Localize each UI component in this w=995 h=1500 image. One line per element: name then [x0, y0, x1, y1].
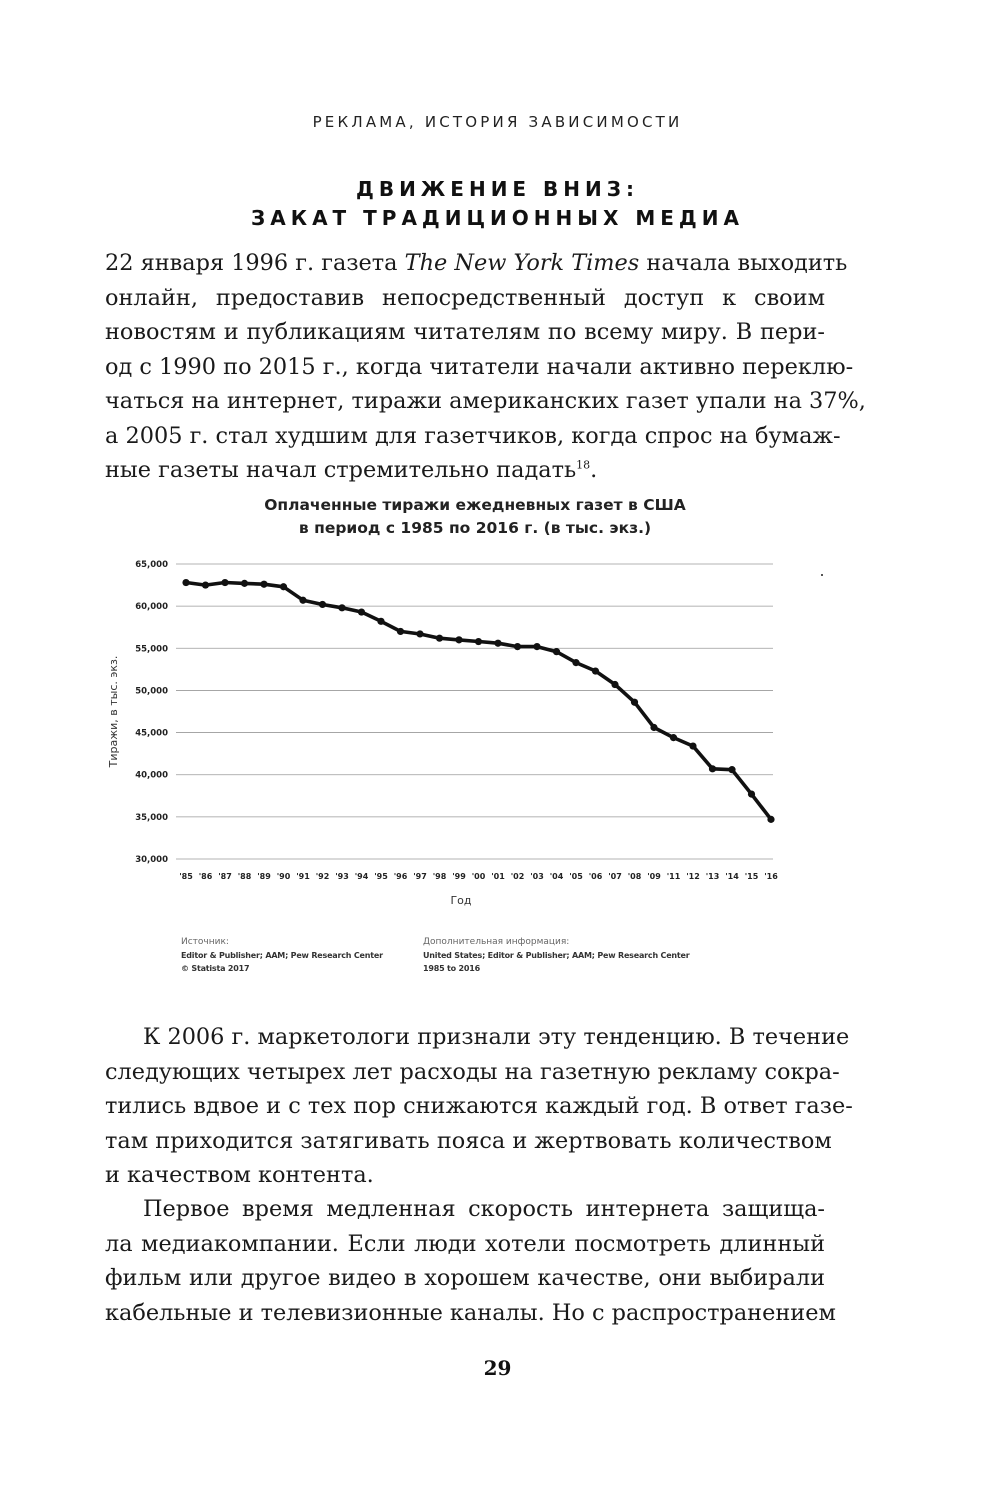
x-tick-label: '16	[764, 872, 778, 881]
chart-title-line1: Оплаченные тиражи ежедневных газет в США	[264, 496, 686, 514]
paragraph-2-line-1: К 2006 г. маркетологи признали эту тенденцию. В течение	[143, 1024, 850, 1050]
y-axis-label: Тиражи, в тыс. экз.	[107, 655, 120, 768]
chart-svg	[95, 494, 885, 994]
x-tick-label: '88	[237, 872, 252, 881]
series-points	[182, 579, 774, 823]
data-point	[553, 648, 560, 655]
text-fragment: .	[590, 457, 598, 483]
source-label: Источник:	[181, 937, 229, 947]
x-tick-labels	[179, 872, 778, 881]
y-tick-label: 50,000	[135, 686, 168, 697]
x-tick-label: '08	[627, 872, 642, 881]
paragraph-1-line-6: а 2005 г. стал худшим для газетчиков, когда спрос на бумаж-	[105, 422, 841, 449]
data-point	[475, 638, 482, 645]
x-tick-label: '15	[744, 872, 759, 881]
paragraph-3-line-1: Первое время медленная скорость интернета защища-	[143, 1196, 825, 1222]
y-tick-label: 55,000	[135, 644, 168, 655]
chart-title-line2: в период с 1985 по 2016 г. (в тыс. экз.)	[298, 519, 652, 537]
data-point	[709, 765, 716, 772]
page-number: 29	[483, 1356, 512, 1380]
data-point	[436, 635, 443, 642]
data-point	[319, 601, 326, 608]
data-point	[260, 581, 267, 588]
data-point	[689, 742, 696, 749]
info-label: Дополнительная информация:	[423, 937, 570, 947]
data-point	[221, 579, 228, 586]
x-tick-label: '87	[218, 872, 232, 881]
y-tick-label: 40,000	[135, 770, 168, 781]
x-tick-label: '86	[198, 872, 213, 881]
paragraph-1-line-7	[105, 453, 825, 488]
running-head: РЕКЛАМА, ИСТОРИЯ ЗАВИСИМОСТИ	[312, 113, 683, 131]
x-tick-label: '09	[647, 872, 661, 881]
y-tick-label: 65,000	[135, 560, 168, 570]
y-tick-label: 35,000	[135, 812, 168, 823]
paragraph-3-line-3: фильм или другое видео в хорошем качестве, они выбирали	[105, 1265, 825, 1291]
text-fragment: ные газеты начал стремительно падать	[105, 457, 577, 483]
data-point	[241, 580, 248, 587]
chart-figure	[95, 494, 885, 994]
x-tick-label: '07	[608, 872, 622, 881]
x-tick-label: '97	[413, 872, 427, 881]
paragraph-3-line-4: кабельные и телевизионные каналы. Но с распространением	[105, 1299, 836, 1326]
data-point	[202, 581, 209, 588]
x-tick-label: '01	[491, 872, 505, 881]
data-point	[748, 791, 755, 798]
chart-source	[181, 936, 383, 975]
data-point	[397, 628, 404, 635]
paragraph-1-line-5: чаться на интернет, тиражи американских газет упали на 37%,	[105, 388, 866, 414]
paragraph-1-line-4: од с 1990 по 2015 г., когда читатели начали активно переклю-	[105, 353, 854, 380]
x-tick-label: '90	[276, 872, 291, 881]
x-tick-label: '89	[257, 872, 271, 881]
y-tick-label: 60,000	[135, 602, 168, 613]
x-tick-label: '05	[569, 872, 583, 881]
x-tick-label: '04	[549, 872, 564, 881]
paragraph-1-line-1	[105, 246, 848, 281]
paragraph-3	[105, 1192, 836, 1330]
x-tick-label: '00	[471, 872, 486, 881]
data-point	[494, 640, 501, 647]
data-point	[416, 630, 423, 637]
x-tick-label: '98	[432, 872, 447, 881]
x-tick-label: '99	[452, 872, 466, 881]
info-line-1: United States; Editor & Publisher; AAM; Pew Research Center	[423, 951, 690, 960]
data-point	[514, 643, 521, 650]
data-point	[358, 608, 365, 615]
x-tick-label: '91	[296, 872, 310, 881]
newspaper-name: The New York Times	[404, 250, 640, 276]
x-tick-label: '12	[686, 872, 700, 881]
text-fragment: 22 января 1996 г. газета	[105, 250, 405, 276]
y-tick-label: 45,000	[135, 728, 168, 739]
data-point	[611, 681, 618, 688]
y-tick-label: 30,000	[135, 855, 168, 865]
source-line-2: © Statista 2017	[181, 964, 250, 973]
data-point	[572, 659, 579, 666]
text-fragment: начала выходить	[639, 250, 848, 276]
x-tick-label: '13	[705, 872, 720, 881]
chart-info	[423, 936, 690, 975]
data-point	[728, 766, 735, 773]
data-point	[338, 604, 345, 611]
paragraph-2-line-3: тились вдвое и с тех пор снижаются каждый год. В ответ газе-	[105, 1093, 853, 1119]
x-tick-label: '02	[510, 872, 525, 881]
paragraph-2-line-4: там приходится затягивать пояса и жертвовать количеством	[105, 1127, 832, 1154]
x-tick-label: '14	[725, 872, 739, 881]
data-point	[670, 734, 677, 741]
y-tick-labels	[135, 560, 168, 865]
section-title-line2: ЗАКАТ ТРАДИЦИОННЫХ МЕДИА	[251, 206, 744, 230]
paragraph-1	[105, 246, 866, 488]
data-point	[280, 583, 287, 590]
data-point	[299, 597, 306, 604]
x-tick-label: '06	[588, 872, 603, 881]
paragraph-2-line-5: и качеством контента.	[105, 1162, 374, 1188]
section-title	[0, 175, 995, 233]
info-line-2: 1985 to 2016	[423, 964, 481, 973]
section-title-line1: ДВИЖЕНИЕ ВНИЗ:	[356, 177, 639, 201]
x-tick-label: '11	[666, 872, 681, 881]
data-point	[377, 618, 384, 625]
paragraph-2-line-2: следующих четырех лет расходы на газетную рекламу сокра-	[105, 1058, 840, 1085]
data-point	[767, 816, 774, 823]
footnote-ref[interactable]: 18	[576, 458, 591, 472]
x-tick-label: '92	[315, 872, 330, 881]
x-tick-label: '93	[335, 872, 349, 881]
data-point	[631, 699, 638, 706]
x-tick-label: '96	[393, 872, 408, 881]
x-tick-label: '03	[530, 872, 544, 881]
x-tick-label: '94	[354, 872, 369, 881]
paragraph-1-line-3: новостям и публикациям читателям по всему миру. В пери-	[105, 319, 825, 345]
x-tick-label: '95	[374, 872, 388, 881]
grid-lines	[176, 564, 773, 859]
data-point	[533, 643, 540, 650]
data-point	[650, 724, 657, 731]
x-tick-label: '85	[179, 872, 193, 881]
x-axis-label: Год	[450, 894, 472, 907]
source-line-1: Editor & Publisher; AAM; Pew Research Center	[181, 951, 383, 960]
paragraph-3-line-2: ла медиакомпании. Если люди хотели посмотреть длинный	[105, 1230, 825, 1257]
paragraph-2	[105, 1020, 853, 1193]
series-line	[186, 583, 771, 820]
data-point	[592, 667, 599, 674]
paragraph-1-line-2: онлайн, предоставив непосредственный доступ к своим	[105, 284, 825, 311]
series-path	[186, 583, 771, 820]
data-point	[455, 636, 462, 643]
data-point	[182, 579, 189, 586]
